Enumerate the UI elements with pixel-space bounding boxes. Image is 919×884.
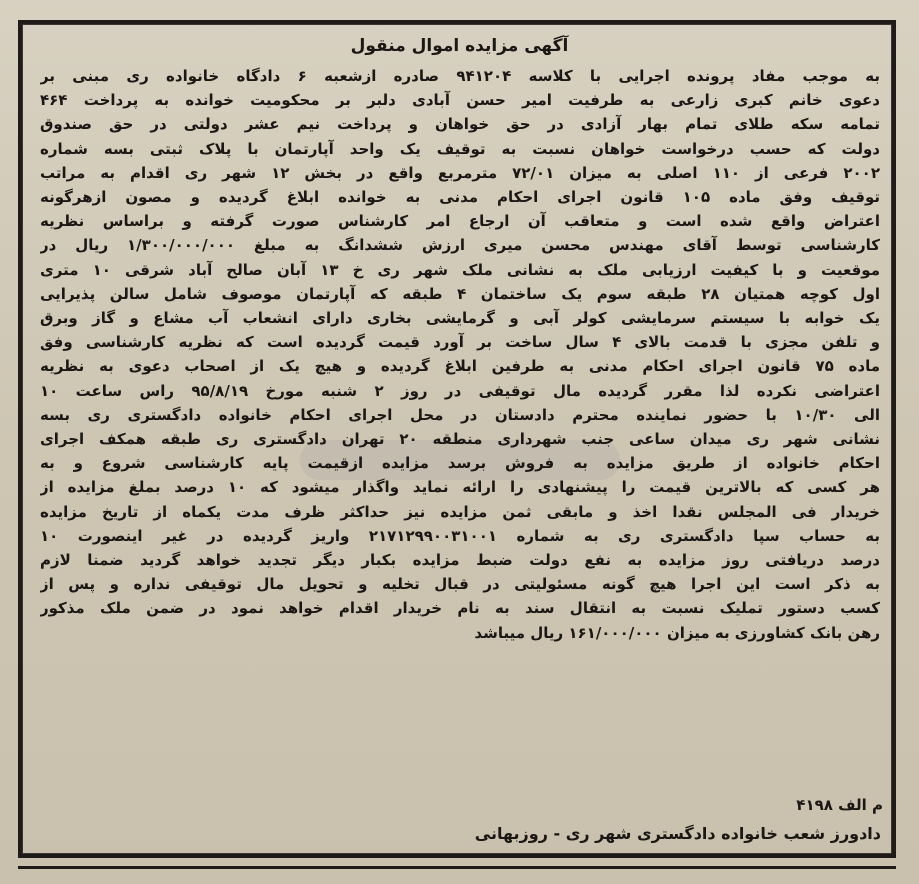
notice-text-line: ماده ۷۵ قانون اجرای احکام مدنی به طرفین ابلاغ گردیده و هیچ یک از اصحاب دعوی به نظریه (40, 357, 880, 376)
reference-number: م الف ۴۱۹۸ (796, 796, 883, 814)
notice-text-line: کسب دستور تملیک نسبت به انتقال سند به نام خریدار اقدام خواهد نمود در ضمن ملک مذکور (40, 599, 880, 618)
notice-text-line: یک خوابه با سیستم سرمایشی کولر آبی و گرمایشی بخاری دارای انشعاب آب مشاع و گاز وبرق (40, 309, 880, 328)
notice-text-line: اول کوچه همتیان ۲۸ طبقه سوم یک ساختمان ۴ طبقه که آپارتمان موصوف شامل سالن پذیرایی (40, 284, 880, 303)
notice-text-line: دعوی خانم کبری زارعی به طرفیت امیر حسن آبادی دلبر بر محکومیت خوانده به پرداخت ۴۶۴ (40, 91, 880, 110)
notice-text-line: ۲۰۰۲ فرعی از ۱۱۰ اصلی به میزان ۷۲/۰۱ مترمربع واقع در بخش ۱۲ شهر ری اقدام به مراتب (40, 163, 880, 182)
notice-text-line: تمامه سکه طلای تمام بهار آزادی در حق خواهان و پرداخت نیم عشر دولتی در حق صندوق (40, 115, 880, 134)
notice-text-line: به حساب سپا دادگستری ری به شماره ۲۱۷۱۲۹۹۰۰۳۱۰۰۱ واریز گردیده در غیر اینصورت ۱۰ (40, 526, 880, 545)
notice-text-line: به موجب مفاد پرونده اجرایی با کلاسه ۹۴۱۲۰۴ صادره ازشعبه ۶ دادگاه خانواده ری مبنی بر (40, 67, 880, 85)
notice-body (40, 64, 880, 645)
notice-text-line: توقیف وفق ماده ۱۰۵ قانون اجرای احکام مدنی به خوانده ابلاغ گردیده و مصون ازهرگونه (40, 188, 880, 207)
signature-line: دادورز شعب خانواده دادگستری شهر ری - روزبهانی (474, 824, 881, 843)
notice-text-line: به ذکر است این اجرا هیچ گونه مسئولیتی در قبال تخلیه و تحویل مال توقیفی نداره و پس از (40, 575, 880, 594)
notice-text-line: هر کسی که بالاترین قیمت را پیشنهادی را ارائه نماید واگذار میشود که ۱۰ درصد بملغ مزایده از (40, 478, 880, 497)
notice-text-line: و تلفن مجزی با قدمت بالای ۴ سال ساخت بر آورد قیمت گردیده است که نظریه کارشناسی وفق (40, 333, 880, 352)
bottom-divider (18, 866, 896, 869)
notice-text-line: دولت که حسب درخواست خواهان نسبت به توقیف یک واحد آپارتمان با پلاک ثبتی بسه شماره (40, 139, 880, 158)
notice-text-line: اعتراضی نکرده لذا مقرر گردیده مال توقیفی در روز ۲ شنبه مورخ ۹۵/۸/۱۹ راس ساعت ۱۰ (40, 381, 880, 400)
notice-text-line: نشانی شهر ری میدان ساعی جنب شهرداری منطقه ۲۰ تهران دادگستری ری طبقه همکف اجرای (40, 430, 880, 449)
notice-title: آگهی مزایده اموال منقول (350, 36, 569, 56)
notice-text-line: اعتراض واقع شده است و متعاقب آن ارجاع امر کارشناس صورت گرفته و براساس نظریه (40, 212, 880, 231)
notice-text-line: درصد دریافتی روز مزایده به نفع دولت ضبط مزایده بکبار دیگر تجدید خواهد گردید ضمنا لازم (40, 551, 880, 570)
notice-text-line: الی ۱۰/۳۰ با حضور نماینده محترم دادستان در محل اجرای احکام خانواده دادگستری ری بسه (40, 405, 880, 424)
notice-text-line: موقعیت و با کیفیت ارزیابی ملک به نشانی ملک شهر ری خ ۱۳ آبان صالح آباد شرقی ۱۰ متری (40, 260, 880, 279)
notice-text-line: احکام خانواده از طریق مزایده به فروش برسد مزایده ازقیمت پایه کارشناسی شروع و به (40, 454, 880, 473)
notice-text-line: کارشناسی توسط آقای مهندس محسن میری ارزش ششدانگ به مبلغ ۱/۳۰۰/۰۰۰/۰۰۰ ریال در (40, 236, 880, 255)
notice-text-line: رهن بانک کشاورزی به میزان ۱۶۱/۰۰۰/۰۰۰ ریال میباشد (474, 623, 880, 642)
notice-text-line: خریدار فی المجلس نقدا اخذ و مابقی ثمن مزایده نیز حداکثر ظرف مدت یکماه از تاریخ مزایده (40, 502, 880, 521)
